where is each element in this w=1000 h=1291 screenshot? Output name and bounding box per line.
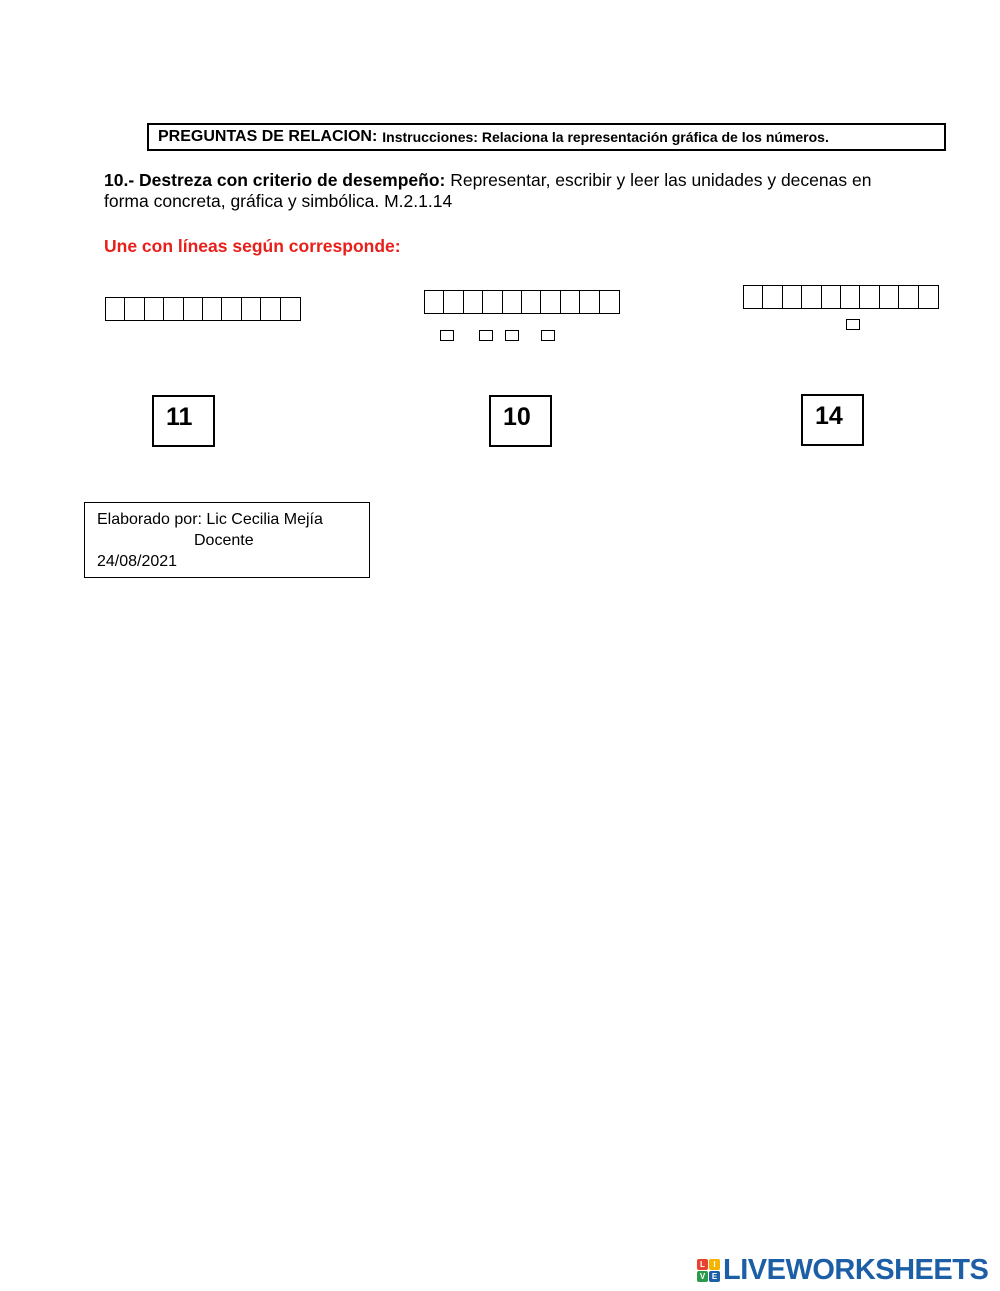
ten-bar-cell (444, 291, 463, 313)
credit-author: Elaborado por: Lic Cecilia Mejía (97, 511, 323, 528)
ten-bar-cell (600, 291, 619, 313)
ten-bar-cell (802, 286, 821, 308)
ten-bar-cell (763, 286, 782, 308)
ten-bar-cell (822, 286, 841, 308)
ten-bar-cell (164, 298, 183, 320)
ten-bar-cell (483, 291, 502, 313)
ten-bar-cell (744, 286, 763, 308)
ten-bar-cell (522, 291, 541, 313)
ten-bar-cell (880, 286, 899, 308)
ten-bar-cell (464, 291, 483, 313)
number-box-3[interactable]: 14 (801, 394, 864, 446)
figure-2-ten-bar[interactable] (424, 290, 620, 314)
figure-2-unit-block (479, 330, 493, 341)
ten-bar-cell (541, 291, 560, 313)
number-box-1[interactable]: 11 (152, 395, 215, 447)
question-body: Representar, escribir y leer las unidades y decenas en forma concreta, gráfica y simbólica. M.2.1.14 (104, 170, 872, 211)
ten-bar-cell (783, 286, 802, 308)
ten-bar-cell (145, 298, 164, 320)
ten-bar-cell (860, 286, 879, 308)
ten-bar-cell (222, 298, 241, 320)
figure-2-unit-block (505, 330, 519, 341)
section-header (147, 123, 946, 151)
question-text (104, 170, 884, 212)
ten-bar-cell (580, 291, 599, 313)
figure-2-unit-block (440, 330, 454, 341)
brand-logo-letter: L (697, 1259, 708, 1270)
brand-logo-icon (697, 1259, 720, 1282)
section-title: PREGUNTAS DE RELACION: (158, 128, 378, 145)
ten-bar-cell (106, 298, 125, 320)
ten-bar-cell (425, 291, 444, 313)
ten-bar-cell (561, 291, 580, 313)
number-box-2[interactable]: 10 (489, 395, 552, 447)
figure-3-ten-bar[interactable] (743, 285, 939, 309)
figure-1-ten-bar[interactable] (105, 297, 301, 321)
question-label: 10.- Destreza con criterio de desempeño: (104, 170, 446, 190)
ten-bar-cell (841, 286, 860, 308)
ten-bar-cell (261, 298, 280, 320)
credit-role: Docente (194, 532, 254, 549)
liveworksheets-logo (697, 1254, 988, 1286)
ten-bar-cell (919, 286, 938, 308)
figure-2-unit-block (541, 330, 555, 341)
figure-3-unit-block (846, 319, 860, 330)
ten-bar-cell (203, 298, 222, 320)
credit-box (84, 502, 370, 578)
ten-bar-cell (503, 291, 522, 313)
activity-prompt: Une con líneas según corresponde: (104, 236, 401, 256)
ten-bar-cell (242, 298, 261, 320)
brand-name: LIVEWORKSHEETS (723, 1253, 989, 1286)
ten-bar-cell (899, 286, 918, 308)
credit-date: 24/08/2021 (97, 553, 178, 570)
ten-bar-cell (125, 298, 144, 320)
brand-logo-letter: I (709, 1259, 720, 1270)
ten-bar-cell (184, 298, 203, 320)
brand-logo-letter: E (709, 1271, 720, 1282)
section-instructions: Instrucciones: Relaciona la representación gráfica de los números. (382, 129, 829, 145)
brand-logo-letter: V (697, 1271, 708, 1282)
ten-bar-cell (281, 298, 300, 320)
